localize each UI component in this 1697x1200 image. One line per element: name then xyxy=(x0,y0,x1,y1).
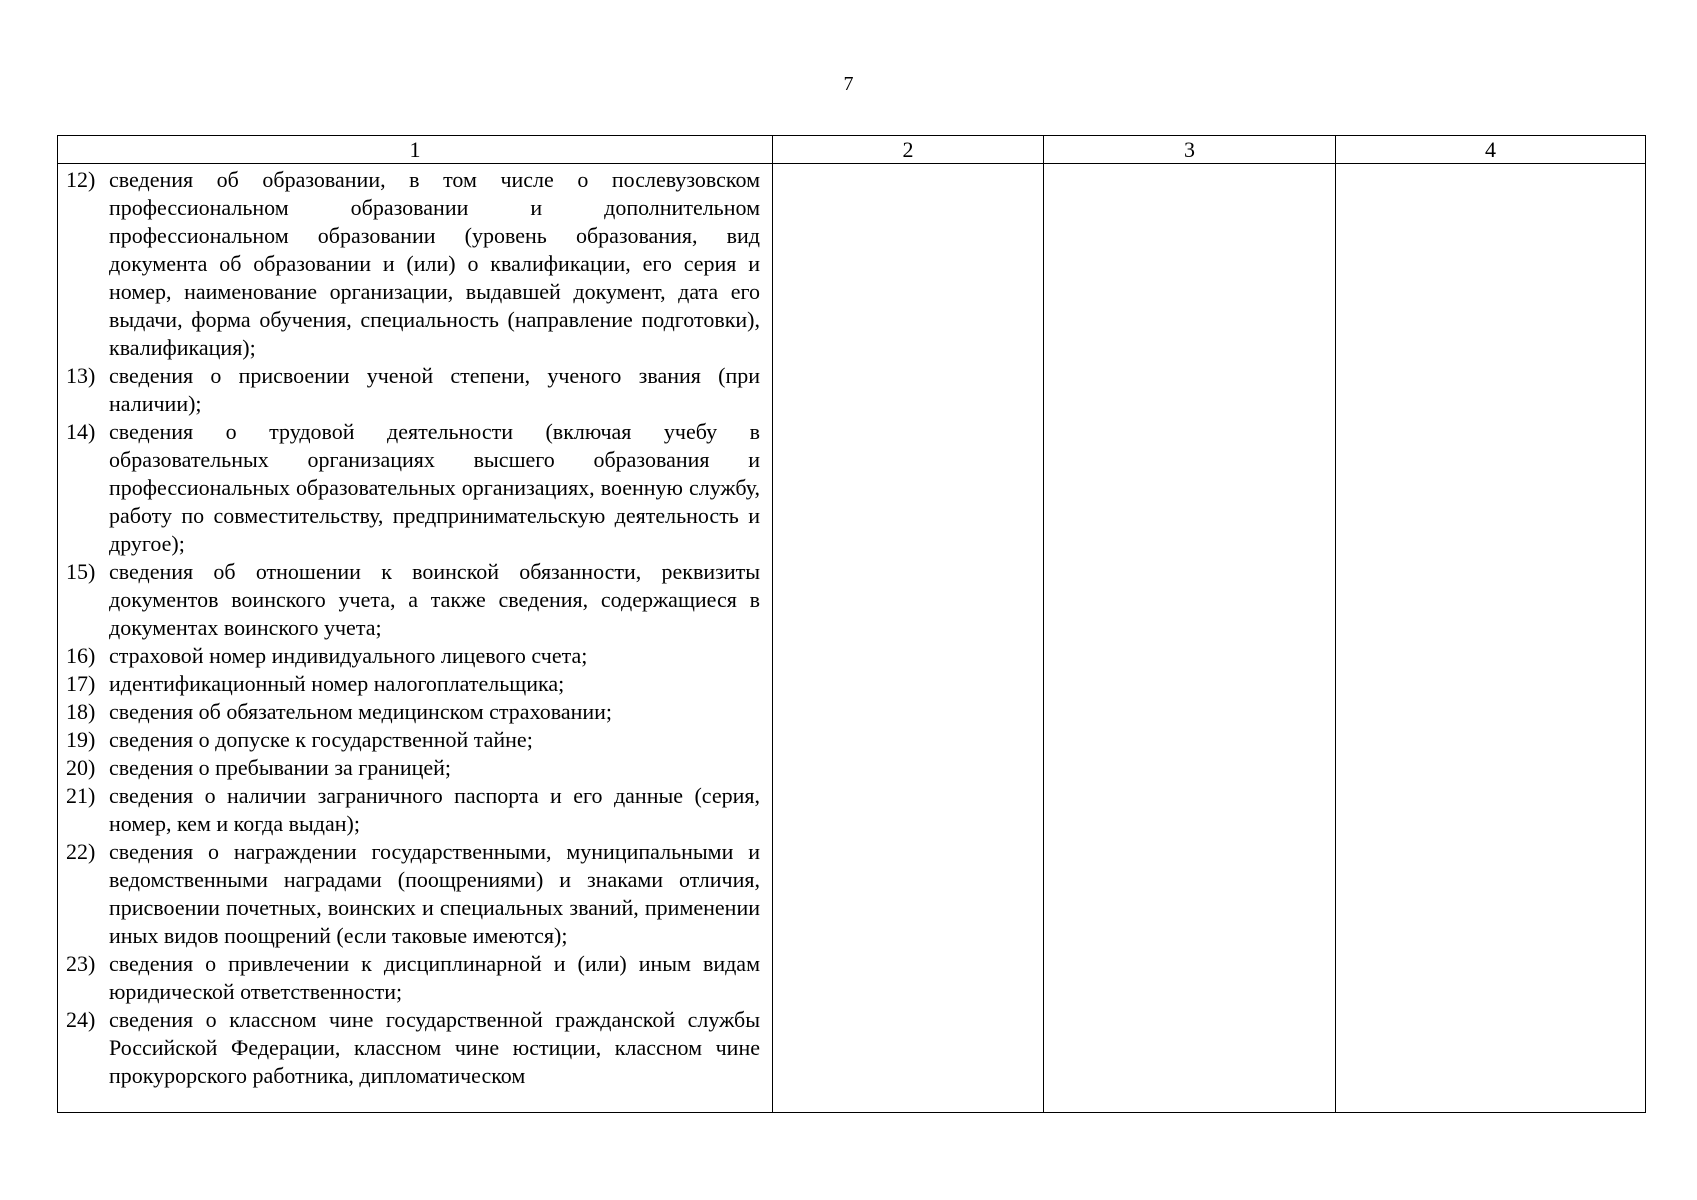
document-table xyxy=(57,135,1646,1113)
column-header-2: 2 xyxy=(773,136,1044,164)
column-3-cell xyxy=(1044,164,1336,1113)
item-text: сведения о трудовой деятельности (включая учебу в образовательных организациях высшего образования и профессиональных образовательных организациях, военную службу, работу по совместительству, предпринимательскую деятельность и другое); xyxy=(109,419,760,556)
list-item xyxy=(66,1006,760,1090)
item-number: 17) xyxy=(66,671,96,696)
item-number: 22) xyxy=(66,839,96,864)
table-header xyxy=(58,136,1646,164)
list-item xyxy=(66,698,760,726)
item-text: сведения о допуске к государственной тайне; xyxy=(109,727,533,752)
item-number: 24) xyxy=(66,1007,96,1032)
column-header-3: 3 xyxy=(1044,136,1336,164)
item-number: 23) xyxy=(66,951,96,976)
item-text: сведения о наличии заграничного паспорта и его данные (серия, номер, кем и когда выдан); xyxy=(109,783,760,836)
item-text: сведения о пребывании за границей; xyxy=(109,755,452,780)
item-text: сведения об обязательном медицинском страховании; xyxy=(109,699,613,724)
item-text: страховой номер индивидуального лицевого счета; xyxy=(109,643,588,668)
item-number: 16) xyxy=(66,643,96,668)
list-item xyxy=(66,362,760,418)
list-item xyxy=(66,950,760,1006)
item-number: 13) xyxy=(66,363,96,388)
list-item xyxy=(66,642,760,670)
list-item xyxy=(66,166,760,362)
list-item xyxy=(66,754,760,782)
column-4-cell xyxy=(1336,164,1646,1113)
item-number: 21) xyxy=(66,783,96,808)
list-item xyxy=(66,838,760,950)
column-2-cell xyxy=(773,164,1044,1113)
list-item xyxy=(66,418,760,558)
table-row xyxy=(58,164,1646,1113)
item-text: сведения об образовании, в том числе о послевузовском профессиональном образовании и дополнительном профессиональном образовании (уровень образования, вид документа об образовании и (или) о квалификации, его серия и номер, наименование организации, выдавшей документ, дата его выдачи, форма обучения, специальность (направление подготовки), квалификация); xyxy=(109,167,760,360)
column-header-4: 4 xyxy=(1336,136,1646,164)
item-number: 19) xyxy=(66,727,96,752)
item-number: 20) xyxy=(66,755,96,780)
header-row xyxy=(58,136,1646,164)
item-text: сведения о присвоении ученой степени, ученого звания (при наличии); xyxy=(109,363,760,416)
column-header-1: 1 xyxy=(58,136,773,164)
item-text: сведения об отношении к воинской обязанности, реквизиты документов воинского учета, а также сведения, содержащиеся в документах воинского учета; xyxy=(109,559,760,640)
column-1-cell xyxy=(58,164,773,1113)
item-number: 14) xyxy=(66,419,96,444)
list-item xyxy=(66,782,760,838)
item-text: идентификационный номер налогоплательщика; xyxy=(109,671,565,696)
item-text: сведения о награждении государственными, муниципальными и ведомственными наградами (поощрениями) и знаками отличия, присвоении почетных, воинских и специальных званий, применении иных видов поощрений (если таковые имеются); xyxy=(109,839,760,948)
items-list xyxy=(58,164,772,1090)
item-number: 12) xyxy=(66,167,96,192)
list-item xyxy=(66,726,760,754)
table-body xyxy=(58,164,1646,1113)
page-number: 7 xyxy=(843,73,854,95)
list-item xyxy=(66,558,760,642)
list-item xyxy=(66,670,760,698)
item-text: сведения о классном чине государственной гражданской службы Российской Федерации, классном чине юстиции, классном чине прокурорского работника, дипломатическом xyxy=(109,1007,760,1088)
item-number: 15) xyxy=(66,559,96,584)
item-number: 18) xyxy=(66,699,96,724)
item-text: сведения о привлечении к дисциплинарной и (или) иным видам юридической ответственности; xyxy=(109,951,760,1004)
